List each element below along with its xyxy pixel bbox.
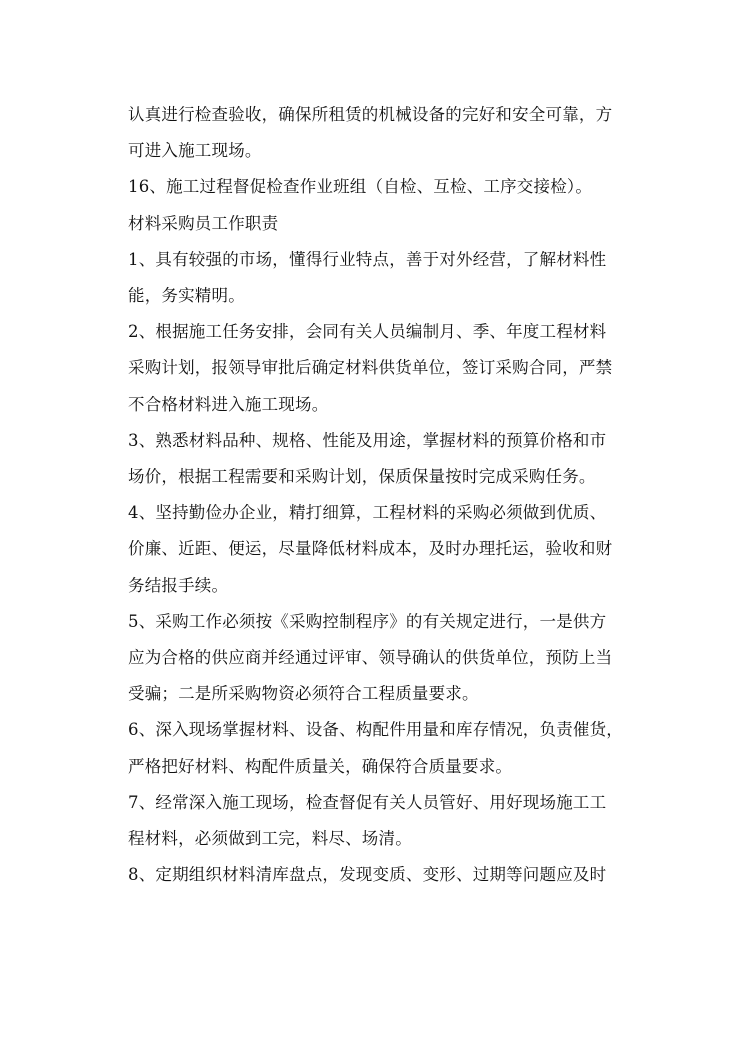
text-line: 可进入施工现场。 — [128, 141, 262, 161]
text-line: 价廉、近距、便运，尽量降低材料成本，及时办理托运，验收和财 — [128, 539, 613, 559]
text-line: 认真进行检查验收，确保所租赁的机械设备的完好和安全可靠，方 — [128, 105, 613, 124]
text-line: 3、熟悉材料品种、规格、性能及用途，掌握材料的预算价格和市 — [128, 430, 607, 450]
text-line: 采购计划，报领导审批后确定材料供货单位，签订采购合同，严禁 — [128, 358, 613, 378]
text-line: 务结报手续。 — [128, 575, 229, 595]
text-line: 程材料，必须做到工完，料尽、场清。 — [128, 829, 412, 849]
text-line: 8、定期组织材料清库盘点，发现变质、变形、过期等问题应及时 — [128, 865, 607, 885]
text-line: 7、经常深入施工现场，检查督促有关人员管好、用好现场施工工 — [128, 792, 607, 812]
text-line: 1、具有较强的市场，懂得行业特点，善于对外经营，了解材料性 — [128, 249, 607, 269]
document-body — [128, 97, 634, 893]
text-line: 4、坚持勤俭办企业，精打细算，工程材料的采购必须做到优质、 — [128, 503, 607, 523]
text-line: 受骗；二是所采购物资必须符合工程质量要求。 — [128, 684, 479, 704]
text-line: 能，务实精明。 — [128, 286, 245, 306]
text-line: 16、施工过程督促检查作业班组（自检、互检、工序交接检）。 — [128, 177, 593, 197]
text-line: 应为合格的供应商并经通过评审、领导确认的供货单位，预防上当 — [128, 648, 613, 668]
text-line: 2、根据施工任务安排，会同有关人员编制月、季、年度工程材料 — [128, 322, 607, 342]
section-heading: 材料采购员工作职责 — [128, 213, 279, 233]
text-line: 严格把好材料、构配件质量关，确保符合质量要求。 — [128, 756, 513, 776]
text-line: 不合格材料进入施工现场。 — [128, 394, 329, 414]
text-line: 6、深入现场掌握材料、设备、构配件用量和库存情况，负责催货， — [128, 720, 623, 740]
text-line: 场价，根据工程需要和采购计划，保质保量按时完成采购任务。 — [128, 467, 596, 487]
text-line: 5、采购工作必须按《采购控制程序》的有关规定进行，一是供方 — [128, 611, 607, 631]
